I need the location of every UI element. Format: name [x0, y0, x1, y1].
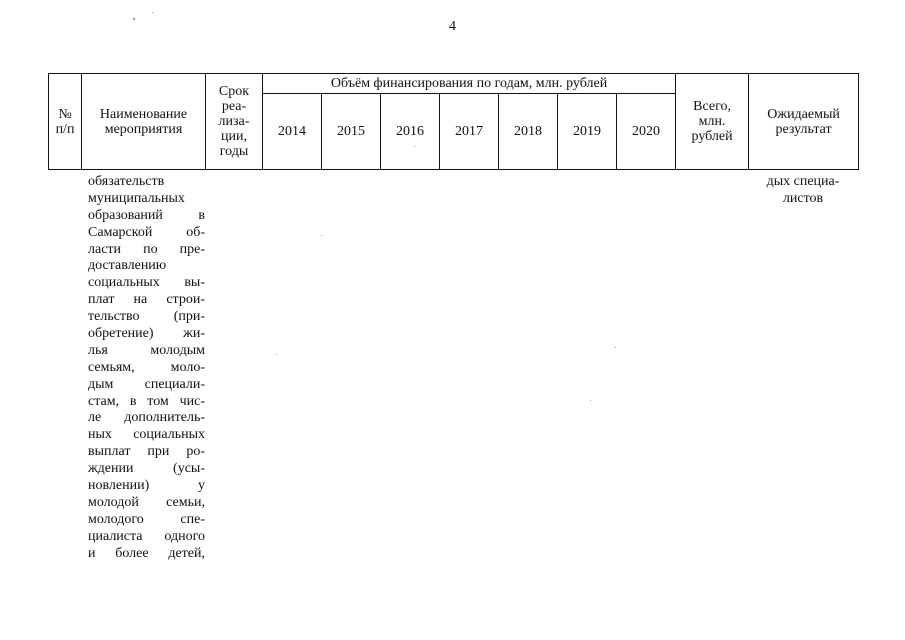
text-line: тельство (при-	[88, 309, 205, 325]
header-expected-result: Ожидаемый результат	[749, 74, 859, 170]
text-line: новлении) у	[88, 478, 205, 494]
text-line: муниципальных	[88, 190, 185, 206]
header-year-2020: 2020	[617, 94, 676, 170]
header-year-2017: 2017	[440, 94, 499, 170]
text-line: доставлению	[88, 258, 167, 274]
text-line: и более детей,	[88, 545, 205, 561]
text-line: ждении (усы-	[88, 461, 205, 477]
header-year-2019: 2019	[558, 94, 617, 170]
text-line: выплат при ро-	[88, 444, 205, 460]
scan-speck	[276, 354, 277, 355]
text-line: листов	[782, 190, 824, 206]
text-line: ласти по пре-	[88, 241, 205, 257]
header-funding-by-year: Объём финансирования по годам, млн. рублей	[263, 74, 676, 94]
header-total: Всего, млн. рублей	[676, 74, 749, 170]
scan-speck	[133, 18, 135, 20]
text-line: циалиста одного	[88, 528, 205, 544]
text-line: социальных вы-	[88, 275, 205, 291]
text-line: дым специали-	[88, 376, 205, 392]
text-line: молодого спе-	[88, 511, 205, 527]
header-measure-name: Наименование мероприятия	[82, 74, 206, 170]
text-line: обретение) жи-	[88, 326, 205, 342]
header-number: № п/п	[49, 74, 82, 170]
scan-speck	[615, 347, 616, 348]
header-year-2016: 2016	[381, 94, 440, 170]
text-line: стам, в том чис-	[88, 393, 205, 409]
scan-speck	[414, 146, 415, 147]
text-line: молодой семьи,	[88, 494, 205, 510]
text-line: лья молодым	[88, 342, 205, 358]
header-year-2014: 2014	[263, 94, 322, 170]
text-line: ле дополнитель-	[88, 410, 205, 426]
header-year-2015: 2015	[322, 94, 381, 170]
header-implementation-term: Срок реа- лиза- ции, годы	[206, 74, 263, 170]
scan-speck	[321, 235, 322, 236]
page-number: 4	[449, 19, 456, 34]
text-line: ных социальных	[88, 427, 205, 443]
measure-name-text	[88, 174, 205, 562]
text-line: семьям, моло-	[88, 359, 205, 375]
expected-result-text	[750, 174, 856, 208]
scan-speck	[152, 12, 153, 13]
text-line: образований в	[88, 207, 205, 223]
text-line: дых специа-	[766, 174, 840, 189]
text-line: обязательств	[88, 174, 165, 189]
program-table-header	[48, 73, 859, 170]
header-year-2018: 2018	[499, 94, 558, 170]
scan-speck	[590, 400, 591, 401]
text-line: Самарской об-	[88, 224, 205, 240]
text-line: плат на строи-	[88, 292, 205, 308]
